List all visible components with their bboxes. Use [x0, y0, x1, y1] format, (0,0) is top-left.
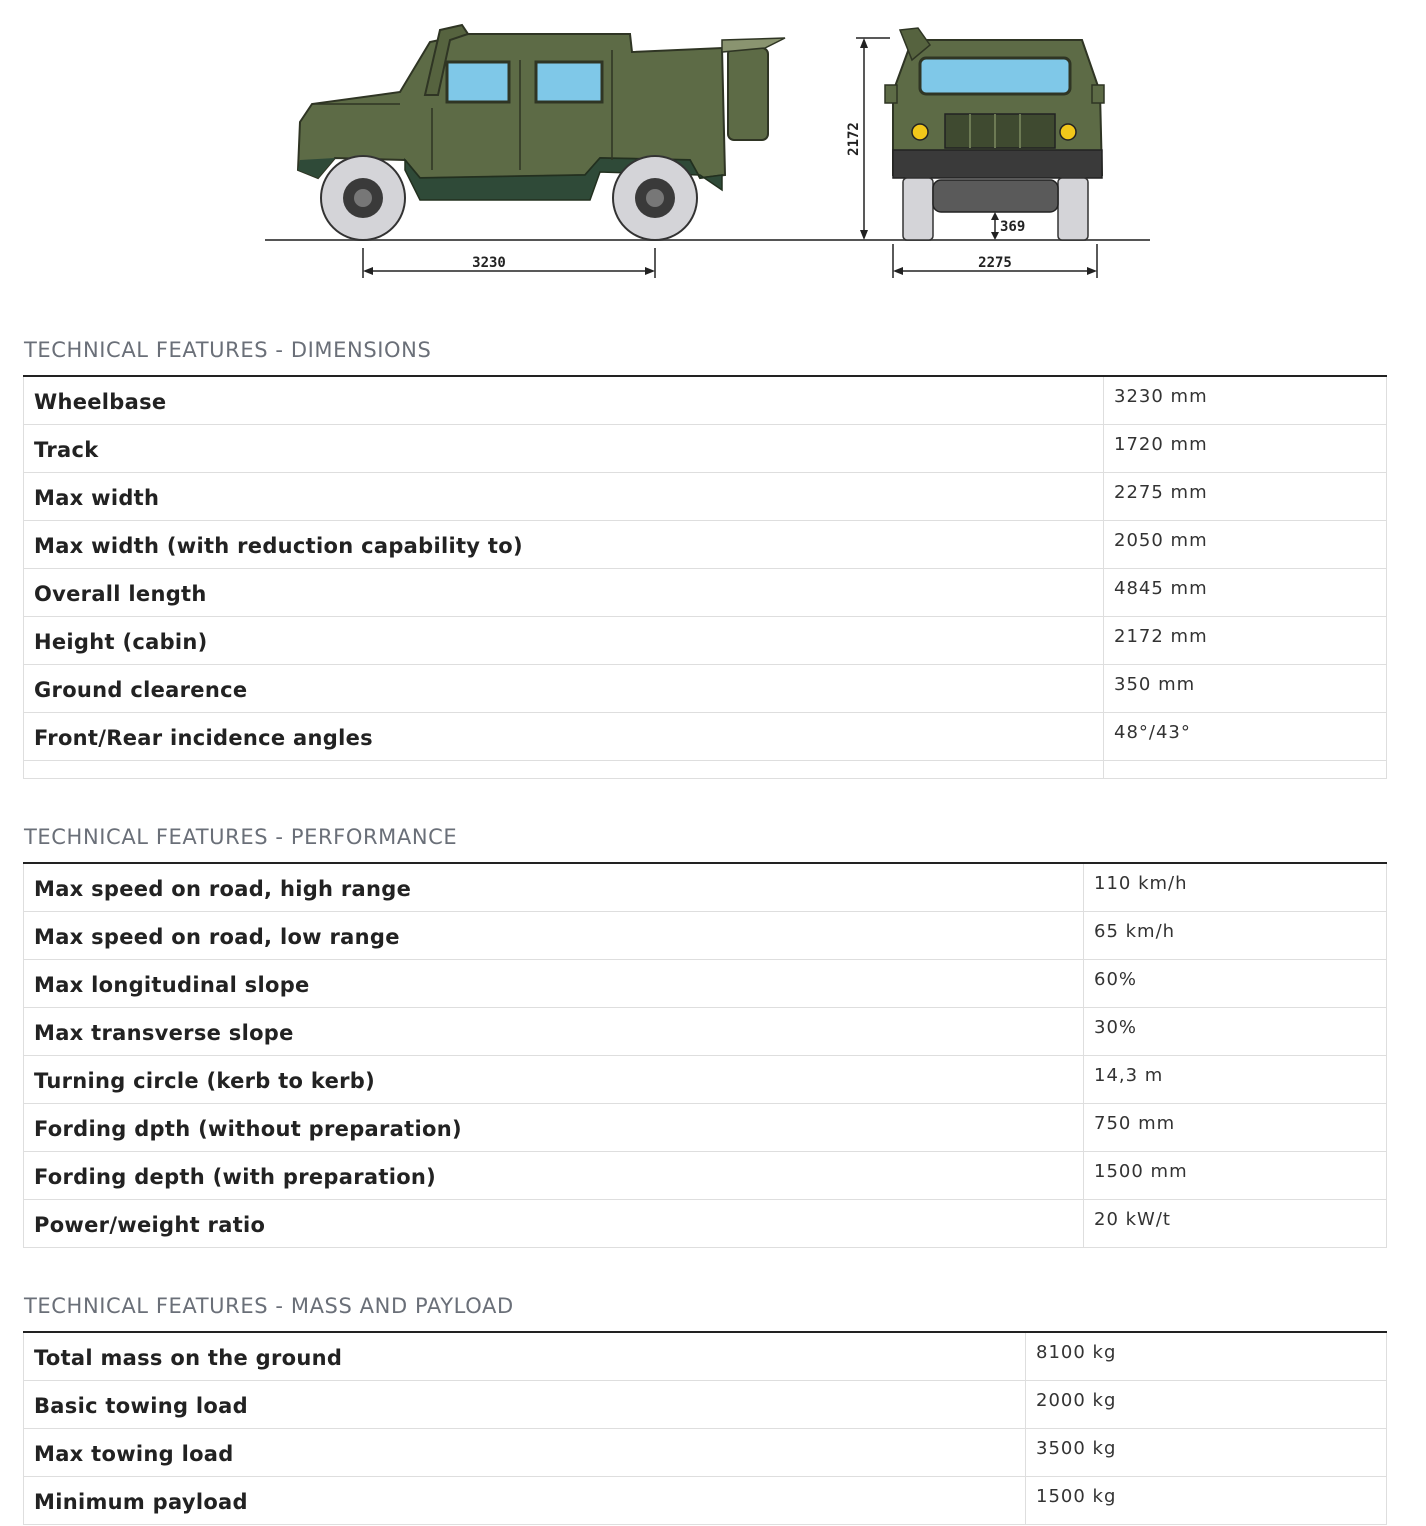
spec-label: Ground clearence — [24, 664, 1104, 712]
vehicle-drawing — [0, 0, 1426, 300]
spec-label: Fording depth (with preparation) — [24, 1151, 1084, 1199]
spec-label: Overall length — [24, 568, 1104, 616]
spec-value: 60% — [1084, 959, 1387, 1007]
side-window-rear — [536, 62, 602, 102]
spec-row — [24, 1103, 1387, 1151]
spec-value: 2000 kg — [1026, 1380, 1387, 1428]
spec-row — [24, 712, 1387, 760]
spec-value: 110 km/h — [1084, 863, 1387, 911]
front-tire-left — [903, 178, 933, 240]
height-dimension — [846, 38, 890, 240]
spec-label: Turning circle (kerb to kerb) — [24, 1055, 1084, 1103]
windshield — [920, 58, 1070, 94]
side-window-front — [447, 62, 509, 102]
spec-label: Fording dpth (without preparation) — [24, 1103, 1084, 1151]
spec-row — [24, 1007, 1387, 1055]
spec-label: Wheelbase — [24, 376, 1104, 424]
spec-label: Max width (with reduction capability to) — [24, 520, 1104, 568]
spec-row — [24, 664, 1387, 712]
side-front-wheel — [321, 156, 405, 240]
spec-label: Max transverse slope — [24, 1007, 1084, 1055]
spec-value: 14,3 m — [1084, 1055, 1387, 1103]
spec-value: 8100 kg — [1026, 1332, 1387, 1380]
spec-row — [24, 1151, 1387, 1199]
track-dimension — [893, 244, 1097, 278]
wheelbase-dimension — [363, 248, 655, 278]
spec-label: Height (cabin) — [24, 616, 1104, 664]
spec-row — [24, 911, 1387, 959]
performance-table — [23, 862, 1387, 1248]
spec-row — [24, 1332, 1387, 1380]
spec-label: Max speed on road, high range — [24, 863, 1084, 911]
front-tire-right — [1058, 178, 1088, 240]
clearance-label: 369 — [1000, 219, 1026, 235]
spec-row — [24, 520, 1387, 568]
spec-value: 2172 mm — [1104, 616, 1387, 664]
spec-value: 4845 mm — [1104, 568, 1387, 616]
spec-value: 2275 mm — [1104, 472, 1387, 520]
spec-value: 20 kW/t — [1084, 1199, 1387, 1247]
spec-label: Front/Rear incidence angles — [24, 712, 1104, 760]
headlight-right — [1060, 124, 1076, 140]
side-rear-wheel — [613, 156, 697, 240]
spec-value: 48°/43° — [1104, 712, 1387, 760]
front-view-vehicle — [885, 28, 1104, 240]
track-label: 2275 — [978, 255, 1012, 271]
spec-label: Max towing load — [24, 1428, 1026, 1476]
spec-value: 3500 kg — [1026, 1428, 1387, 1476]
side-view-vehicle — [298, 25, 785, 240]
spec-value: 3230 mm — [1104, 376, 1387, 424]
spec-label: Track — [24, 424, 1104, 472]
spec-value: 750 mm — [1084, 1103, 1387, 1151]
spec-label: Max longitudinal slope — [24, 959, 1084, 1007]
spec-row — [24, 424, 1387, 472]
spec-row — [24, 472, 1387, 520]
section-title-dimensions: TECHNICAL FEATURES - DIMENSIONS — [24, 338, 432, 362]
spec-value: 2050 mm — [1104, 520, 1387, 568]
spec-row — [24, 959, 1387, 1007]
spec-label: Basic towing load — [24, 1380, 1026, 1428]
section-title-performance: TECHNICAL FEATURES - PERFORMANCE — [24, 825, 458, 849]
spec-value: 1720 mm — [1104, 424, 1387, 472]
spec-value: 1500 kg — [1026, 1476, 1387, 1524]
spec-label: Minimum payload — [24, 1476, 1026, 1524]
spec-row — [24, 1380, 1387, 1428]
wheelbase-label: 3230 — [472, 255, 506, 271]
spec-label: Max speed on road, low range — [24, 911, 1084, 959]
spec-row — [24, 1476, 1387, 1524]
dimensions-table — [23, 375, 1387, 779]
spec-row — [24, 568, 1387, 616]
spec-value: 65 km/h — [1084, 911, 1387, 959]
spec-label: Max width — [24, 472, 1104, 520]
headlight-left — [912, 124, 928, 140]
spec-value: 1500 mm — [1084, 1151, 1387, 1199]
spec-row — [24, 863, 1387, 911]
spec-row — [24, 1428, 1387, 1476]
spec-label: Power/weight ratio — [24, 1199, 1084, 1247]
height-label: 2172 — [846, 122, 862, 156]
spec-row — [24, 1199, 1387, 1247]
spec-value: 30% — [1084, 1007, 1387, 1055]
mass-payload-table — [23, 1331, 1387, 1525]
spec-row — [24, 1055, 1387, 1103]
spec-value: 350 mm — [1104, 664, 1387, 712]
spec-row — [24, 616, 1387, 664]
section-title-mass-and-payload: TECHNICAL FEATURES - MASS AND PAYLOAD — [24, 1294, 514, 1318]
spec-row — [24, 376, 1387, 424]
spec-label: Total mass on the ground — [24, 1332, 1026, 1380]
clearance-dimension — [991, 212, 1025, 240]
